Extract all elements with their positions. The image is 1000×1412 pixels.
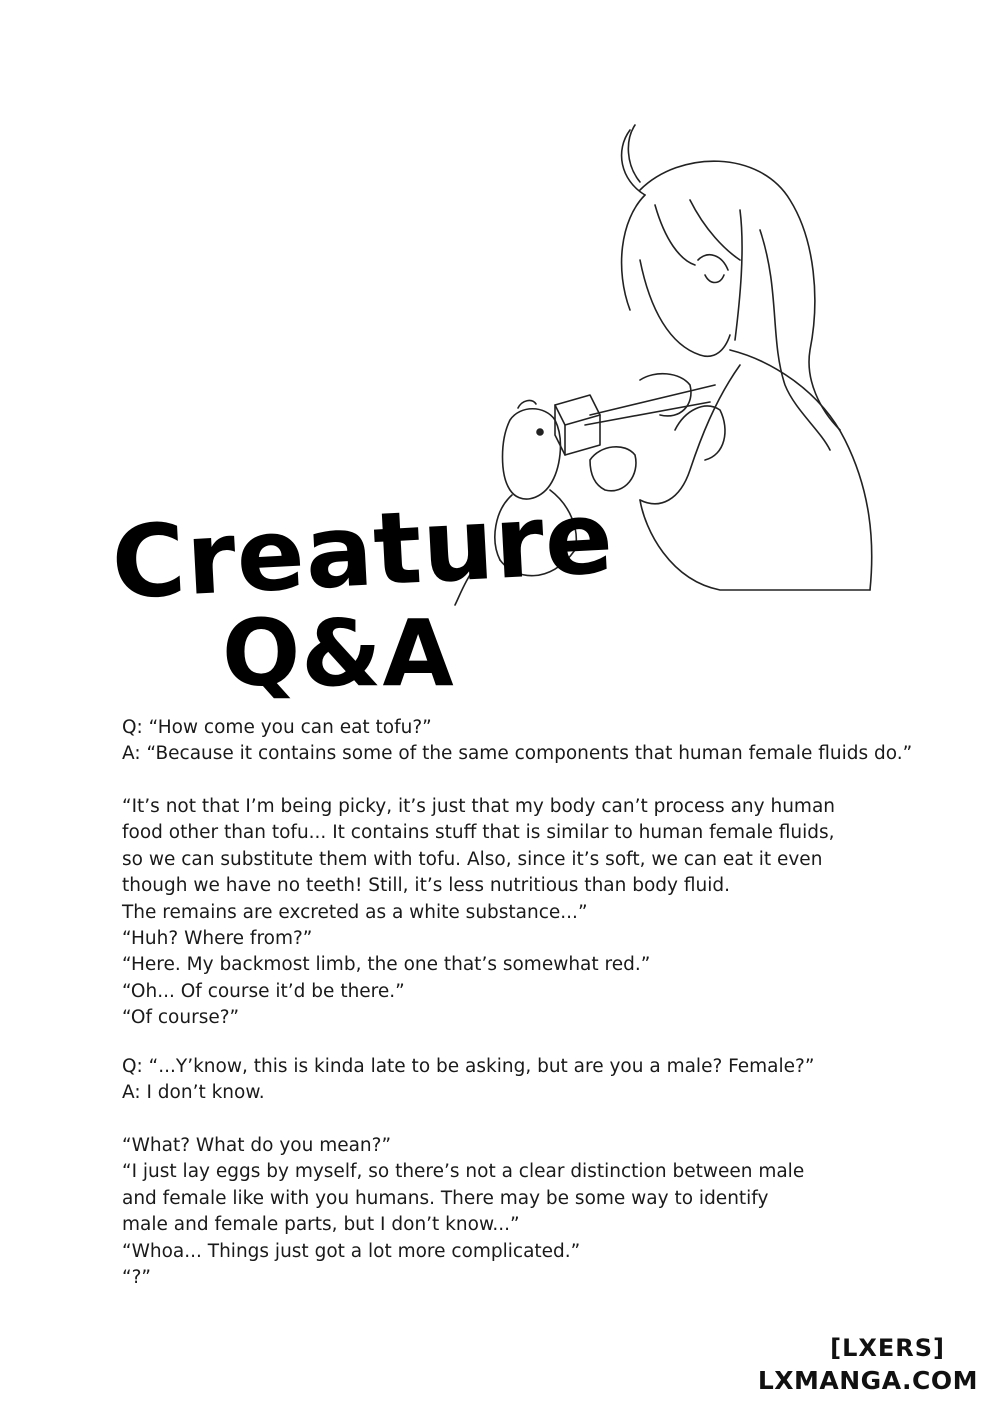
dialogue-line: “Oh... Of course it’d be there.”: [122, 980, 405, 1002]
title-creature: Creature: [108, 478, 617, 622]
section1-qa: [122, 715, 922, 768]
dialogue-line: though we have no teeth! Still, it’s less nutritious than body fluid.: [122, 875, 731, 897]
dialogue-line: “?”: [122, 1267, 151, 1289]
answer-2: A: I don’t know.: [122, 1082, 265, 1104]
watermark-group: [LXERS]: [830, 1334, 945, 1362]
dialogue-line: “Whoa... Things just got a lot more complicated.”: [122, 1240, 581, 1262]
question-2: Q: “...Y’know, this is kinda late to be asking, but are you a male? Female?”: [122, 1056, 815, 1077]
dialogue-line: so we can substitute them with tofu. Also, since it’s soft, we can eat it even: [122, 848, 823, 870]
dialogue-line: “Here. My backmost limb, the one that’s somewhat red.”: [122, 954, 651, 976]
dialogue-line: “I just lay eggs by myself, so there’s not a clear distinction between male: [122, 1161, 805, 1183]
dialogue-line: “It’s not that I’m being picky, it’s just that my body can’t process any human: [122, 796, 835, 817]
answer-1: A: “Because it contains some of the same components that human female fluids do.”: [122, 743, 913, 765]
question-1: Q: “How come you can eat tofu?”: [122, 717, 432, 738]
watermark-site: LXMANGA.COM: [757, 1366, 978, 1395]
dialogue-line: and female like with you humans. There may be some way to identify: [122, 1187, 769, 1209]
dialogue-line: “Huh? Where from?”: [122, 928, 313, 950]
section2-dialogue: [122, 1133, 922, 1291]
dialogue-line: food other than tofu... It contains stuff that is similar to human female fluids,: [122, 822, 835, 844]
title-qa: Q&A: [222, 600, 455, 707]
section2-qa: [122, 1054, 922, 1107]
dialogue-line: male and female parts, but I don’t know...”: [122, 1214, 520, 1236]
section1-dialogue: [122, 794, 922, 1032]
dialogue-line: The remains are excreted as a white substance...”: [122, 901, 588, 923]
dialogue-line: “What? What do you mean?”: [122, 1135, 392, 1156]
dialogue-line: “Of course?”: [122, 1007, 240, 1029]
